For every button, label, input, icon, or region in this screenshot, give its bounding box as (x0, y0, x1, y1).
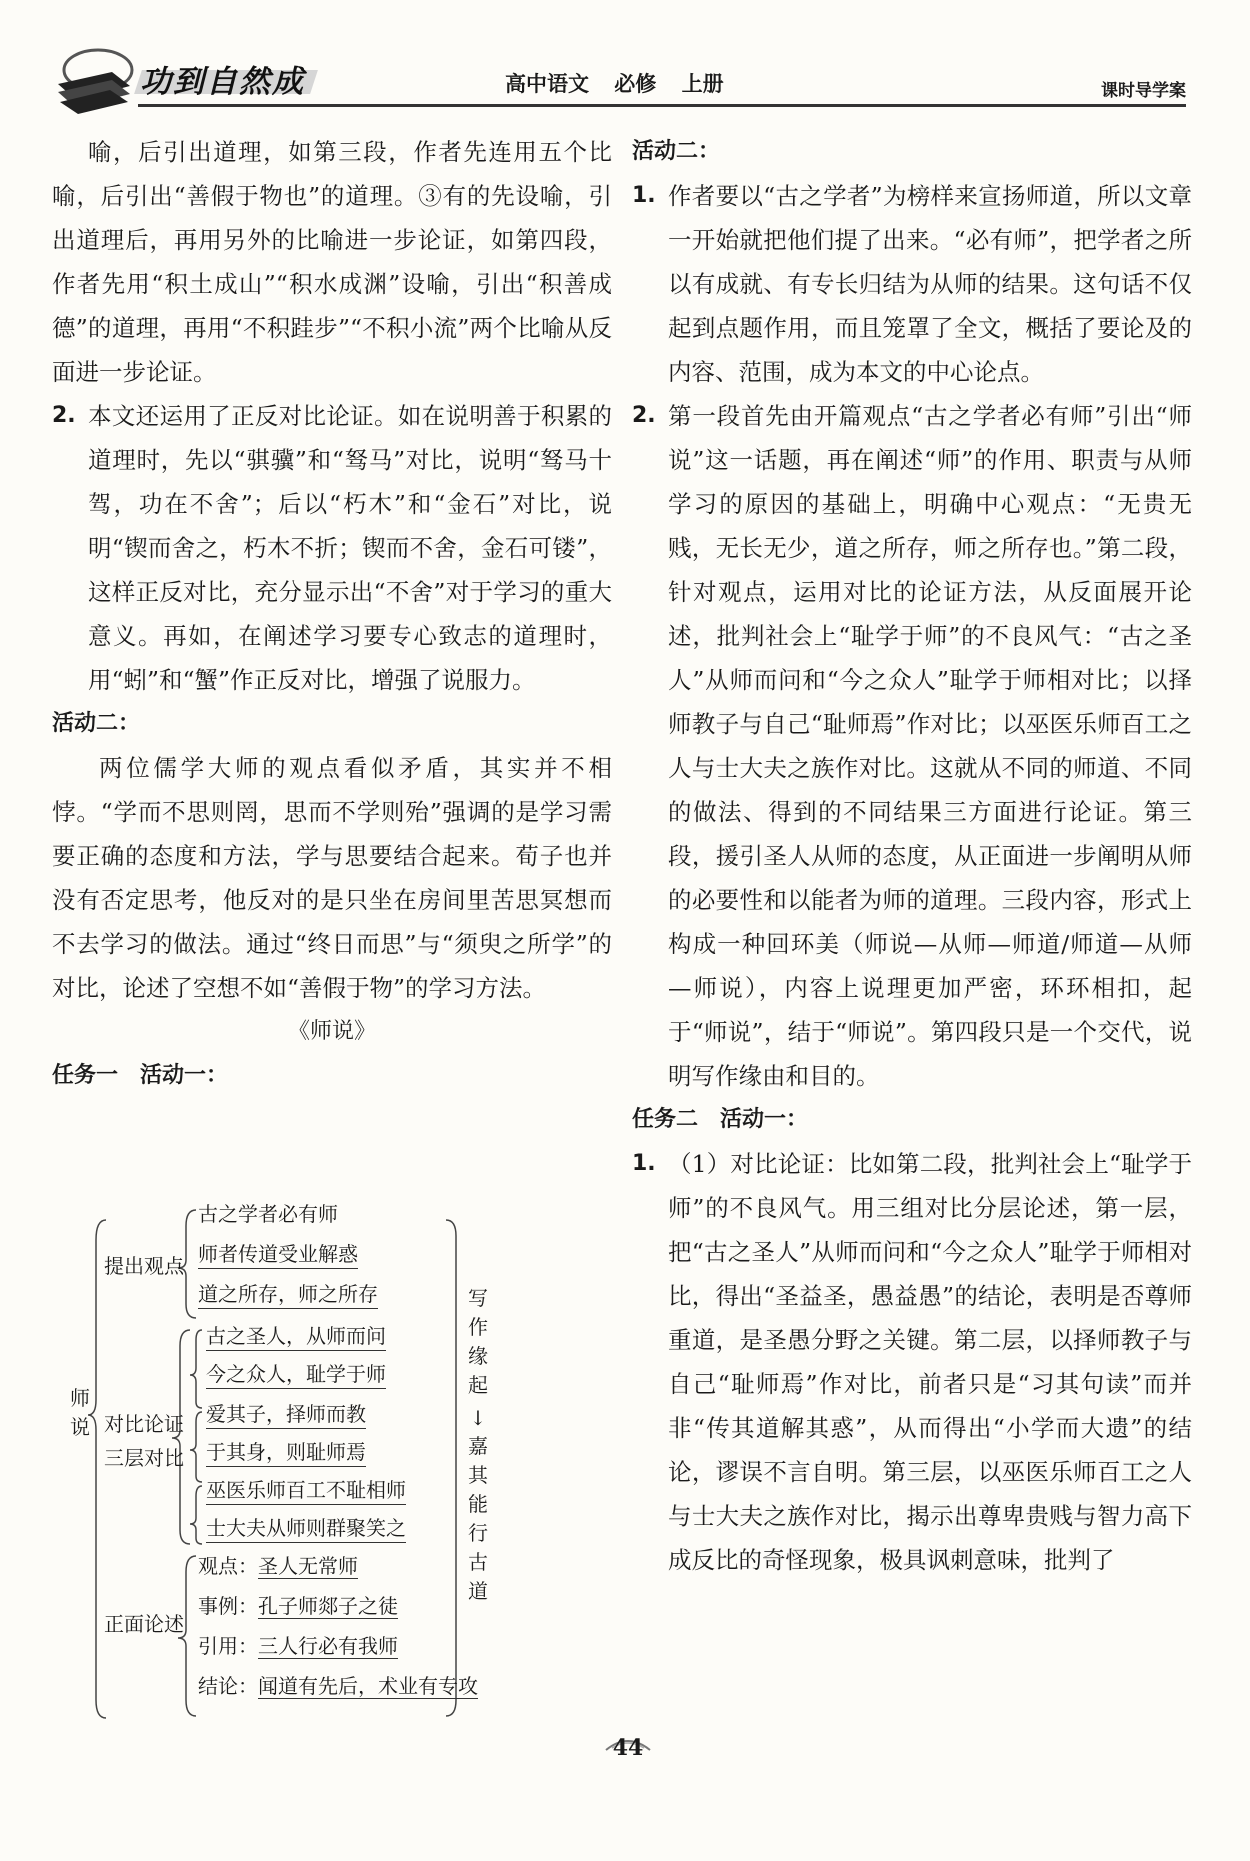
activity2-text: 两位儒学大师的观点看似矛盾，其实并不相悖。“学而不思则罔，思而不学则殆”强调的是学习需要正确的态度和方法，学与思要结合起来。荀子也并没有否定思考，他反对的是只坐在房间里苦思冥想而不去学习的做法。通过“终日而思”与“须臾之所学”的对比，论述了空想不如“善假于物”的学习方法。 (52, 754, 612, 1002)
item-text: 第一段首先由开篇观点“古之学者必有师”引出“师说”这一话题，再在阐述“师”的作用、职责与从师学习的原因的基础上，明确中心观点：“无贵无贱，无长无少，道之所存，师之所存也。”第二段，针对观点，运用对比的论证方法，从反面展开论述，批判社会上“耻学于师”的不良风气：“古之圣人”从师而问和“今之众人”耻学于师相对比；以择师教子与自己“耻师焉”作对比；以巫医乐师百工之人与士大夫之族作对比。这就从不同的师道、不同的做法、得到的不同结果三方面进行论证。第三段，援引圣人从师的态度，从正面进一步阐明从师的必要性和以能者为师的道理。三段内容，形式上构成一种回环美（师说—从师—师道/师道—从师—师说），内容上说理更加严密，环环相扣，起于“师说”，结于“师说”。第四段只是一个交代，说明写作缘由和目的。 (668, 402, 1192, 1090)
right-item-3 (632, 1142, 1192, 1582)
diagram-root-label: 师说 (70, 1386, 90, 1439)
group2-item-3: 爱其子，择师而教 (206, 1400, 366, 1429)
left-item-2 (52, 394, 612, 702)
group3-label: 正面论述 (104, 1612, 184, 1636)
side-arrow: ↓ (469, 1406, 487, 1430)
group1-item-2: 师者传道受业解惑 (198, 1240, 358, 1269)
right-item-1 (632, 174, 1192, 394)
page-header (0, 0, 1250, 125)
group2-label-1: 对比论证 (104, 1412, 184, 1436)
group2-label-2: 三层对比 (104, 1446, 184, 1470)
group2-item-6: 士大夫从师则群聚笑之 (206, 1514, 406, 1543)
left-column (52, 130, 612, 1098)
activity2-heading-right: 活动二： (632, 139, 721, 164)
activity2-heading: 活动二： (52, 711, 141, 736)
right-item-2 (632, 394, 1192, 1098)
row-key: 事例： (198, 1594, 258, 1618)
group1-item-3: 道之所存，师之所存 (198, 1280, 378, 1309)
group2-item-4: 于其身，则耻师焉 (206, 1438, 366, 1467)
page-number: 44 (612, 1735, 644, 1761)
group1-item-1: 古之学者必有师 (198, 1202, 338, 1226)
right-column (632, 130, 1192, 1582)
row-value: 三人行必有我师 (258, 1634, 398, 1658)
stacked-books-icon (50, 40, 136, 118)
group3-row-4 (198, 1672, 478, 1700)
item-text: 作者要以“古之学者”为榜样来宣扬师道，所以文章一开始就把他们提了出来。“必有师”，把学者之所以有成就、有专长归结为从师的结果。这句话不仅起到点题作用，而且笼罩了全文，概括了要论及的内容、范围，成为本文的中心论点。 (668, 182, 1192, 386)
subject-title: 高中语文 必修 上册 (505, 72, 724, 96)
brand-title: 功到自然成 (140, 64, 305, 100)
group1-label: 提出观点 (104, 1254, 184, 1278)
side-label-bottom: 嘉其能行古道 (468, 1434, 488, 1603)
section-title: 《师说》 (287, 1019, 376, 1044)
task1-heading: 任务一 活动一： (52, 1063, 229, 1088)
left-paragraph-1: 喻，后引出道理，如第三段，作者先连用五个比喻，后引出“善假于物也”的道理。③有的先设喻，引出道理后，再用另外的比喻进一步论证，如第四段，作者先用“积土成山”“积水成渊”设喻，引出“积善成德”的道理，再用“不积跬步”“不积小流”两个比喻从反面进一步论证。 (52, 138, 612, 386)
group2-item-1: 古之圣人，从师而问 (206, 1322, 386, 1351)
item-number: 2. (52, 403, 76, 428)
row-key: 结论： (198, 1674, 258, 1698)
item-number: 1. (632, 183, 656, 208)
header-rule (138, 104, 1186, 107)
task2-heading: 任务二 活动一： (632, 1107, 809, 1132)
group2-item-5: 巫医乐师百工不耻相师 (206, 1476, 406, 1505)
item-number: 2. (632, 403, 656, 428)
side-label-top: 写作缘起 (468, 1286, 488, 1397)
item-text: 本文还运用了正反对比论证。如在说明善于积累的道理时，先以“骐骥”和“驽马”对比，说明“驽马十驾，功在不舍”；后以“朽木”和“金石”对比，说明“锲而舍之，朽木不折；锲而不舍，金石可镂”，这样正反对比，充分显示出“不舍”对于学习的重大意义。再如，在阐述学习要专心致志的道理时，用“蚓”和“蟹”作正反对比，增强了说服力。 (88, 402, 612, 694)
structure-diagram (60, 1200, 620, 1730)
item-number: 1. (632, 1151, 656, 1176)
row-value: 孔子师郯子之徒 (258, 1594, 398, 1618)
row-key: 观点： (198, 1554, 258, 1578)
row-value: 闻道有先后，术业有专攻 (258, 1674, 478, 1698)
group3-row-1 (198, 1552, 358, 1580)
group3-row-2 (198, 1592, 398, 1620)
row-key: 引用： (198, 1634, 258, 1658)
group2-item-2: 今之众人，耻学于师 (206, 1360, 386, 1389)
group3-row-3 (198, 1632, 398, 1660)
series-title: 课时导学案 (1101, 81, 1186, 101)
item-text: （1）对比论证：比如第二段，批判社会上“耻学于师”的不良风气。用三组对比分层论述，第一层，把“古之圣人”从师而问和“今之众人”耻学于师相对比，得出“圣益圣，愚益愚”的结论，表明是否尊师重道，是圣愚分野之关键。第二层，以择师教子与自己“耻师焉”作对比，前者只是“习其句读”而并非“传其道解其惑”，从而得出“小学而大遗”的结论，谬误不言自明。第三层，以巫医乐师百工之人与士大夫之族作对比，揭示出尊卑贵贱与智力高下成反比的奇怪现象，极具讽刺意味，批判了 (668, 1150, 1192, 1574)
row-value: 圣人无常师 (258, 1554, 358, 1578)
